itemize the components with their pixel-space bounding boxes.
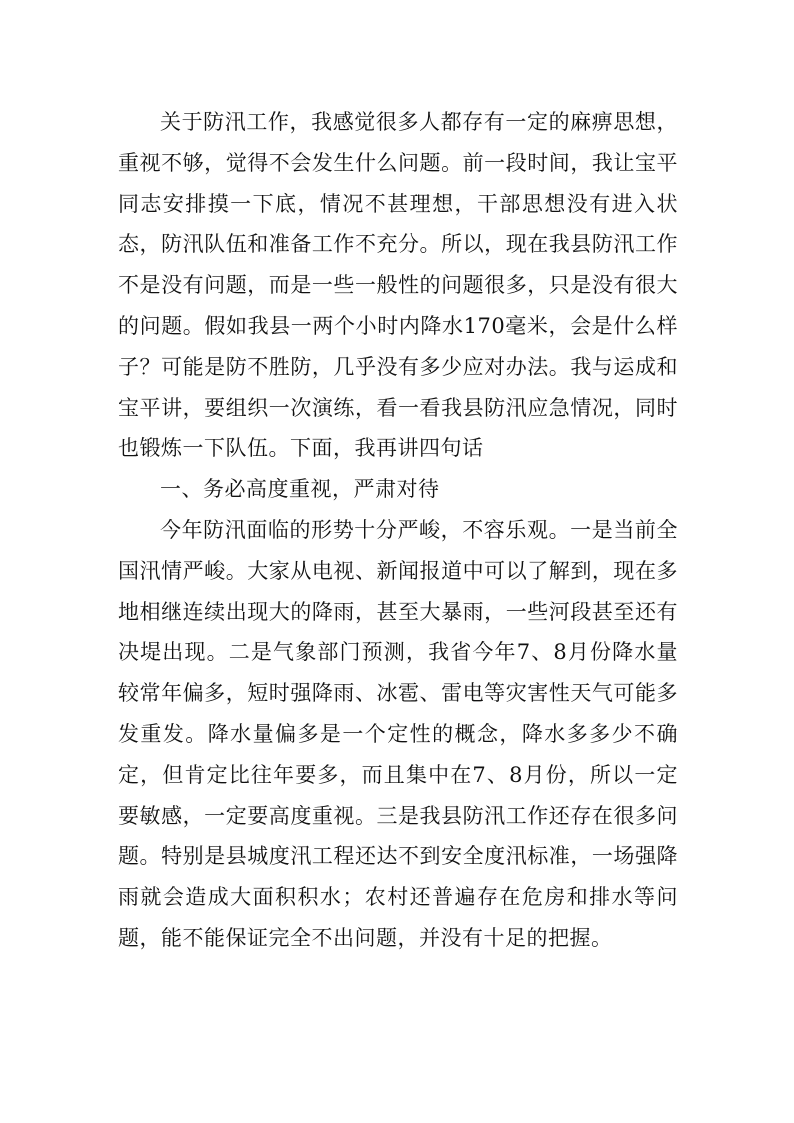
- document-body: [118, 102, 678, 959]
- section-heading: 一、务必高度重视，严肃对待: [160, 477, 440, 502]
- paragraph-situation: 今年防汛面临的形势十分严峻，不容乐观。一是当前全国汛情严峻。大家从电视、新闻报道中可以了解到，现在多地相继连续出现大的降雨，甚至大暴雨，一些河段甚至还有决堤出现。二是气象部门预测，我省今年7、8月份降水量较常年偏多，短时强降雨、冰雹、雷电等灾害性天气可能多发重发。降水量偏多是一个定性的概念，降水多多少不确定，但肯定比往年要多，而且集中在7、8月份，所以一定要敏感，一定要高度重视。三是我县防汛工作还存在很多问题。特别是县城度汛工程还达不到安全度汛标准，一场强降雨就会造成大面积积水；农村还普遍存在危房和排水等问题，能不能保证完全不出问题，并没有十足的把握。: [118, 517, 678, 950]
- paragraph-intro: 关于防汛工作，我感觉很多人都存有一定的麻痹思想，重视不够，觉得不会发生什么问题。前一段时间，我让宝平同志安排摸一下底，情况不甚理想，干部思想没有进入状态，防汛队伍和准备工作不充分。所以，现在我县防汛工作不是没有问题，而是一些一般性的问题很多，只是没有很大的问题。假如我县一两个小时内降水170毫米，会是什么样子？可能是防不胜防，几乎没有多少应对办法。我与运成和宝平讲，要组织一次演练，看一看我县防汛应急情况，同时也锻炼一下队伍。下面，我再讲四句话: [118, 110, 678, 461]
